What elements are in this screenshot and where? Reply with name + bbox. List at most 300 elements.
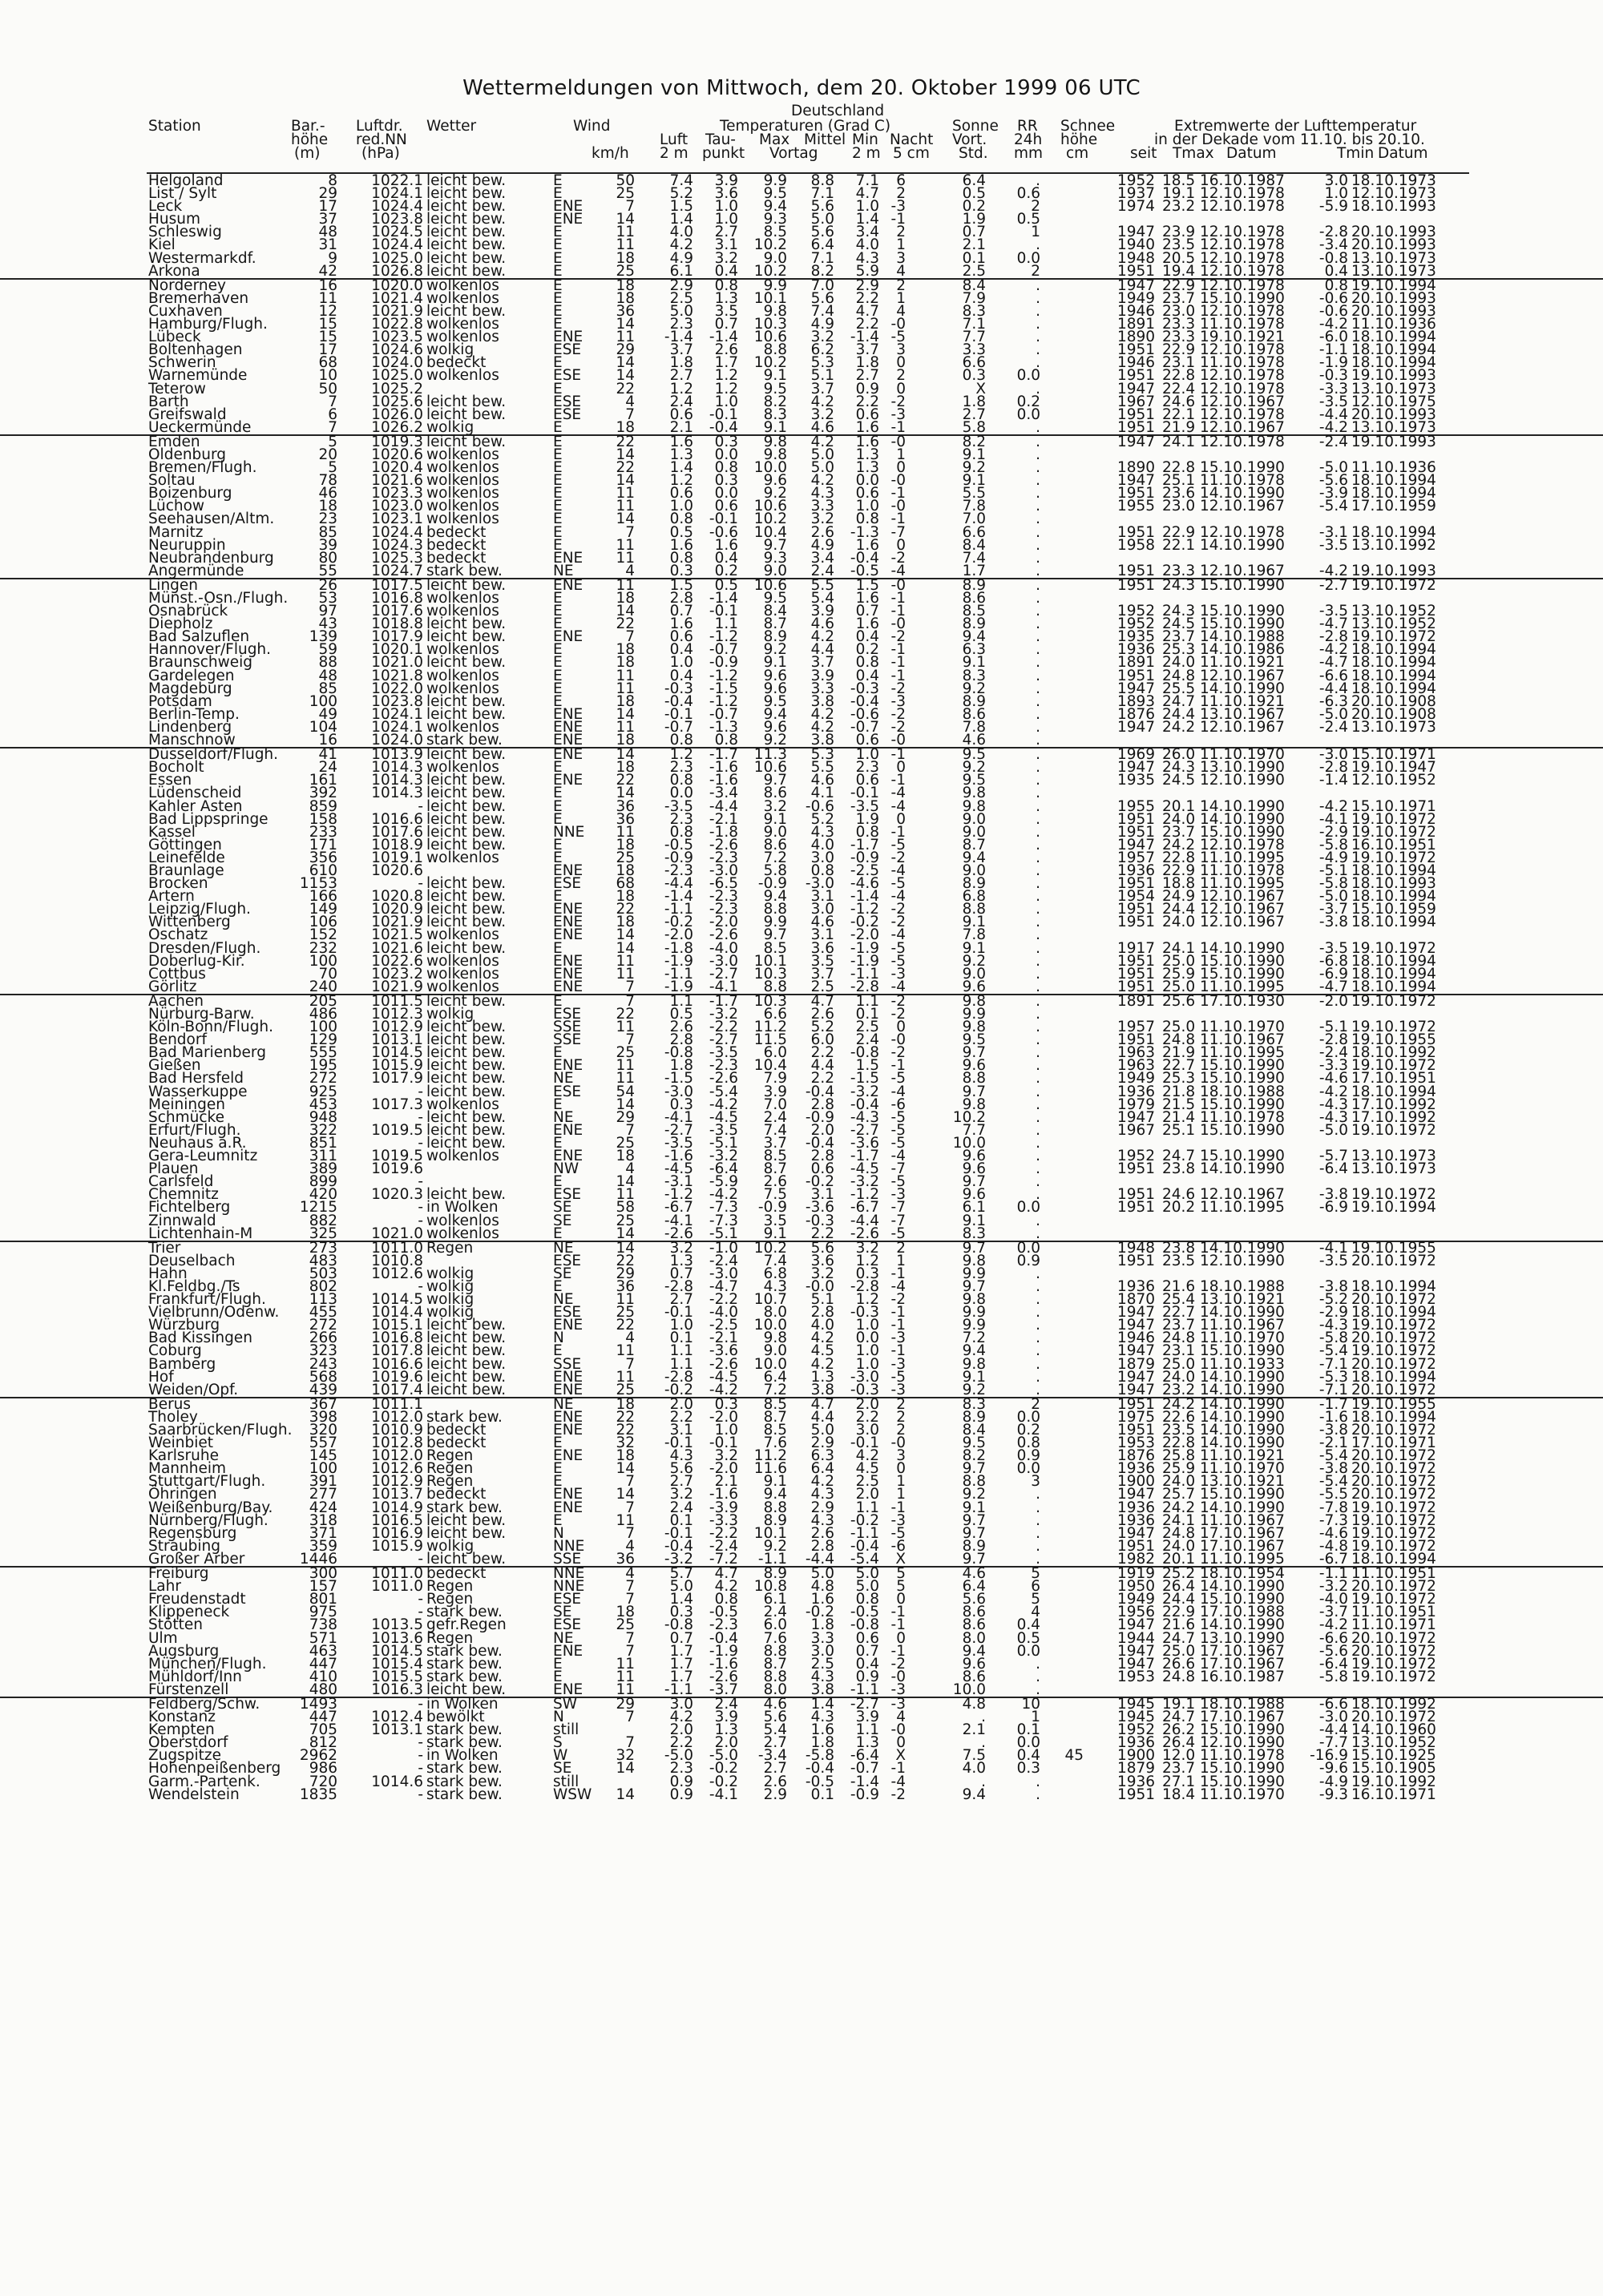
cell-tmin: -2.8 — [1318, 759, 1348, 777]
cell-tmax: 24.3 — [1162, 603, 1196, 620]
cell-luft-2m: -0.4 — [664, 692, 693, 710]
cell-tmax-datum: 12.10.1990 — [1200, 1252, 1285, 1269]
cell-nacht-5cm: -1 — [890, 1616, 906, 1634]
cell-taupunkt: -2.4 — [709, 1252, 738, 1269]
cell-luftdruck: - — [418, 1760, 423, 1777]
cell-barhoehe: 139 — [309, 628, 337, 646]
cell-station: Hohenpeißenberg — [148, 1760, 281, 1777]
cell-station: Zugspitze — [148, 1747, 222, 1765]
cell-max-vortag: 6.0 — [763, 1616, 787, 1634]
cell-barhoehe: 104 — [309, 718, 337, 736]
cell-nacht-5cm: -4 — [890, 862, 906, 879]
cell-station: Boizenburg — [148, 485, 232, 502]
cell-taupunkt: -0.1 — [709, 406, 738, 423]
cell-max-vortag: 9.2 — [763, 641, 787, 659]
cell-seit: 1951 — [1117, 978, 1156, 995]
cell-nacht-5cm: 2 — [896, 1395, 906, 1413]
cell-rr-24h: . — [1036, 562, 1040, 579]
cell-wind-speed: 7 — [625, 628, 635, 646]
cell-seit: 1900 — [1117, 1747, 1156, 1765]
cell-station: Braunschweig — [148, 654, 253, 672]
cell-tmin-datum: 16.10.1971 — [1351, 1786, 1436, 1803]
cell-tmax-datum: 11.10.1921 — [1200, 692, 1285, 710]
cell-luft-2m: -0.3 — [664, 680, 693, 697]
cell-max-vortag: 9.6 — [763, 718, 787, 736]
cell-tmax: 21.4 — [1162, 1108, 1196, 1126]
cell-tmax: 25.9 — [1162, 965, 1196, 983]
cell-luft-2m: -0.1 — [664, 1524, 693, 1542]
cell-tmin: -3.0 — [1318, 1709, 1348, 1726]
cell-max-vortag: 9.9 — [763, 172, 787, 189]
cell-min-2m: 1.0 — [855, 1317, 879, 1334]
cell-seit: 1948 — [1117, 1239, 1156, 1257]
cell-min-2m: 2.0 — [855, 1395, 879, 1413]
cell-max-vortag: 7.4 — [763, 1252, 787, 1269]
cell-station: Oberstdorf — [148, 1734, 228, 1752]
cell-tmax: 18.5 — [1162, 172, 1196, 189]
cell-tmin-datum: 20.10.1972 — [1351, 1473, 1436, 1491]
cell-max-vortag: 10.4 — [753, 523, 787, 541]
cell-tmin: 3.0 — [1324, 172, 1348, 189]
cell-tmax: 25.4 — [1162, 1291, 1196, 1309]
cell-wind-dir: ESE — [553, 393, 582, 410]
cell-max-vortag: 9.8 — [763, 446, 787, 463]
cell-barhoehe: 15 — [318, 329, 337, 346]
cell-wind-dir: E — [553, 939, 563, 957]
cell-luftdruck: 1017.6 — [371, 823, 423, 841]
cell-min-2m: -0.4 — [850, 1096, 879, 1113]
cell-min-2m: 1.0 — [855, 746, 879, 764]
cell-barhoehe: 80 — [318, 549, 337, 567]
cell-wind-dir: E — [553, 654, 563, 672]
cell-tmin: -5.0 — [1318, 888, 1348, 906]
cell-barhoehe: 812 — [309, 1734, 337, 1752]
cell-wind-speed: 18 — [616, 732, 635, 749]
cell-luft-2m: 3.1 — [669, 1422, 693, 1439]
cell-tmin: -5.9 — [1318, 198, 1348, 216]
cell-wind-dir: E — [553, 380, 563, 397]
cell-station: List / Sylt — [148, 185, 217, 203]
cell-max-vortag: 10.3 — [753, 316, 787, 333]
cell-tmax-datum: 15.10.1990 — [1200, 603, 1285, 620]
cell-nacht-5cm: 2 — [896, 276, 906, 294]
cell-mittel: 4.2 — [810, 1355, 834, 1373]
cell-luft-2m: 5.7 — [669, 1565, 693, 1583]
cell-wind-speed: 11 — [616, 1681, 635, 1698]
cell-seit: 1935 — [1117, 628, 1156, 646]
cell-sonne: 7.8 — [962, 926, 986, 944]
cell-tmin: -4.3 — [1318, 1317, 1348, 1334]
cell-sonne: 9.5 — [962, 1031, 986, 1049]
cell-mittel: 4.7 — [810, 1395, 834, 1413]
cell-tmax: 21.8 — [1162, 1083, 1196, 1100]
cell-sonne: 8.6 — [962, 705, 986, 723]
cell-station: Bad Hersfeld — [148, 1070, 244, 1087]
cell-max-vortag: 9.2 — [763, 485, 787, 502]
cell-barhoehe: 318 — [309, 1511, 337, 1529]
cell-sonne: 9.1 — [962, 1499, 986, 1516]
cell-luft-2m: 2.4 — [669, 1499, 693, 1516]
cell-min-2m: -0.3 — [850, 1304, 879, 1322]
cell-seit: 1951 — [1117, 667, 1156, 684]
cell-barhoehe: 158 — [309, 810, 337, 828]
cell-wind-dir: ENE — [553, 1317, 583, 1334]
cell-max-vortag: 11.2 — [753, 1447, 787, 1465]
cell-sonne: 7.8 — [962, 498, 986, 515]
cell-seit: 1947 — [1117, 718, 1156, 736]
cell-tmax: 23.2 — [1162, 1381, 1196, 1398]
cell-rr-24h: . — [1036, 523, 1040, 541]
cell-rr-24h: . — [1036, 1265, 1040, 1282]
cell-sonne: 8.9 — [962, 576, 986, 594]
cell-tmax-datum: 11.10.1970 — [1200, 1019, 1285, 1036]
cell-sonne: 8.8 — [962, 1473, 986, 1491]
cell-rr-24h: . — [1036, 1655, 1040, 1673]
cell-luftdruck: - — [418, 1695, 423, 1713]
cell-luftdruck: 1018.9 — [371, 836, 423, 853]
cell-sonne: 9.4 — [962, 849, 986, 866]
cell-taupunkt: -2.2 — [709, 1291, 738, 1309]
cell-sonne: 8.3 — [962, 1225, 986, 1242]
cell-luftdruck: 1020.4 — [371, 459, 423, 477]
header-deutschland: Deutschland — [791, 103, 885, 119]
cell-taupunkt: -2.3 — [709, 849, 738, 866]
cell-luftdruck: 1017.4 — [371, 1381, 423, 1398]
cell-barhoehe: 243 — [309, 1355, 337, 1373]
cell-luftdruck: 1024.1 — [371, 705, 423, 723]
cell-tmin-datum: 20.10.1993 — [1351, 224, 1436, 241]
cell-station: Kassel — [148, 823, 196, 841]
cell-luftdruck: 1021.9 — [371, 914, 423, 931]
cell-tmin: -4.9 — [1318, 1773, 1348, 1790]
cell-wind-speed: 11 — [616, 1186, 635, 1204]
cell-wind-dir: E — [553, 1473, 563, 1491]
cell-nacht-5cm: -0 — [890, 498, 906, 515]
cell-mittel: 5.3 — [810, 746, 834, 764]
cell-wind-speed: 18 — [616, 759, 635, 777]
cell-tmin: -5.1 — [1318, 1019, 1348, 1036]
cell-tmin: -5.8 — [1318, 836, 1348, 853]
station-group — [0, 278, 1603, 434]
cell-luftdruck: 1022.0 — [371, 680, 423, 697]
cell-mittel: 3.8 — [810, 1381, 834, 1398]
cell-max-vortag: 7.0 — [763, 1096, 787, 1113]
cell-rr-24h: . — [1036, 1368, 1040, 1386]
cell-tmin: -1.4 — [1318, 772, 1348, 789]
cell-max-vortag: -3.4 — [757, 1747, 787, 1765]
cell-luft-2m: 0.9 — [669, 1773, 693, 1790]
header-kmh: km/h — [592, 145, 629, 162]
cell-seit: 1951 — [1117, 562, 1156, 579]
cell-luftdruck: 1012.9 — [371, 1473, 423, 1491]
cell-tmax-datum: 12.10.1978 — [1200, 406, 1285, 423]
station-group — [0, 578, 1603, 747]
cell-tmax: 23.2 — [1162, 198, 1196, 216]
cell-max-vortag: 10.2 — [753, 262, 787, 280]
cell-tmax-datum: 14.10.1990 — [1200, 680, 1285, 697]
cell-rr-24h: . — [1036, 1148, 1040, 1165]
cell-max-vortag: 2.4 — [763, 1108, 787, 1126]
cell-seit: 1974 — [1117, 198, 1156, 216]
cell-taupunkt: 4.2 — [714, 1578, 738, 1596]
cell-wetter: leicht bew. — [426, 615, 507, 633]
cell-wind-speed: 7 — [625, 1642, 635, 1660]
cell-mittel: 4.2 — [810, 472, 834, 490]
cell-wind-dir: E — [553, 785, 563, 802]
cell-mittel: 0.8 — [810, 862, 834, 879]
cell-luftdruck: 1013.1 — [371, 1721, 423, 1739]
cell-seit: 1937 — [1117, 185, 1156, 203]
table-row — [0, 718, 1603, 736]
cell-taupunkt: 0.4 — [714, 549, 738, 567]
cell-min-2m: 0.9 — [855, 380, 879, 397]
cell-wind-dir: WSW — [553, 1786, 592, 1803]
cell-barhoehe: 37 — [318, 211, 337, 228]
cell-barhoehe: 23 — [318, 510, 337, 528]
cell-barhoehe: 85 — [318, 680, 337, 697]
cell-taupunkt: 2.1 — [714, 1473, 738, 1491]
cell-mittel: 4.2 — [810, 705, 834, 723]
cell-tmin-datum: 19.10.1955 — [1351, 1395, 1436, 1413]
cell-nacht-5cm: -2 — [890, 849, 906, 866]
cell-wetter: leicht bew. — [426, 1186, 507, 1204]
cell-min-2m: -1.9 — [850, 939, 879, 957]
cell-rr-24h: . — [1036, 1057, 1040, 1075]
cell-rr-24h: 0.5 — [1016, 211, 1040, 228]
cell-luft-2m: 1.4 — [669, 211, 693, 228]
cell-max-vortag: 10.6 — [753, 329, 787, 346]
cell-tmin-datum: 18.10.1994 — [1351, 680, 1436, 697]
cell-luft-2m: -6.7 — [664, 1199, 693, 1217]
cell-tmax: 25.6 — [1162, 992, 1196, 1010]
cell-wetter: leicht bew. — [426, 992, 507, 1010]
cell-tmax-datum: 12.10.1978 — [1200, 224, 1285, 241]
cell-min-2m: -3.5 — [850, 797, 879, 815]
cell-rr-24h: . — [1036, 1291, 1040, 1309]
cell-barhoehe: 100 — [309, 1019, 337, 1036]
cell-tmin: -4.6 — [1318, 1524, 1348, 1542]
cell-seit: 1951 — [1117, 1252, 1156, 1269]
cell-tmin: -4.0 — [1318, 1591, 1348, 1608]
cell-tmin: 0.8 — [1324, 276, 1348, 294]
cell-luft-2m: -4.1 — [664, 1212, 693, 1229]
cell-max-vortag: 8.0 — [763, 1304, 787, 1322]
cell-barhoehe: 46 — [318, 485, 337, 502]
cell-rr-24h: . — [1036, 1173, 1040, 1191]
cell-min-2m: 3.7 — [855, 341, 879, 359]
cell-tmax-datum: 11.10.1995 — [1200, 1199, 1285, 1217]
cell-taupunkt: -3.9 — [709, 1499, 738, 1516]
cell-wind-speed: 14 — [616, 1460, 635, 1478]
cell-tmin-datum: 11.10.1936 — [1351, 459, 1436, 477]
cell-mittel: 2.5 — [810, 978, 834, 995]
cell-tmin-datum: 11.10.1951 — [1351, 1565, 1436, 1583]
cell-luftdruck: 1022.1 — [371, 172, 423, 189]
table-row — [0, 1199, 1603, 1217]
cell-barhoehe: 8 — [328, 172, 337, 189]
cell-max-vortag: 2.6 — [763, 1773, 787, 1790]
cell-wind-speed: 11 — [616, 823, 635, 841]
cell-wetter: leicht bew. — [426, 1342, 507, 1360]
cell-rr-24h: . — [1036, 276, 1040, 294]
cell-tmax: 23.5 — [1162, 1422, 1196, 1439]
cell-taupunkt: 0.3 — [714, 433, 738, 450]
cell-wetter: leicht bew. — [426, 1134, 507, 1152]
cell-seit: 1945 — [1117, 1695, 1156, 1713]
cell-mittel: 3.3 — [810, 498, 834, 515]
cell-nacht-5cm: -1 — [890, 1304, 906, 1322]
cell-taupunkt: -1.6 — [709, 772, 738, 789]
cell-mittel: 4.4 — [810, 641, 834, 659]
cell-luft-2m: 6.1 — [669, 262, 693, 280]
cell-tmax-datum: 14.10.1990 — [1200, 1239, 1285, 1257]
cell-luftdruck: 1025.0 — [371, 367, 423, 385]
cell-max-vortag: 10.3 — [753, 992, 787, 1010]
cell-tmax: 22.1 — [1162, 406, 1196, 423]
cell-min-2m: -0.2 — [850, 1511, 879, 1529]
cell-barhoehe: 12 — [318, 302, 337, 320]
cell-wind-speed: 18 — [616, 641, 635, 659]
cell-nacht-5cm: 0 — [896, 810, 906, 828]
cell-seit: 1955 — [1117, 797, 1156, 815]
cell-wetter: Regen — [426, 1578, 474, 1596]
cell-tmin: -2.4 — [1318, 433, 1348, 450]
cell-rr-24h: . — [1036, 1031, 1040, 1049]
cell-wind-speed: 29 — [616, 1265, 635, 1282]
cell-barhoehe: 195 — [309, 1057, 337, 1075]
cell-max-vortag: 9.3 — [763, 211, 787, 228]
header-station: Station — [148, 118, 201, 135]
cell-barhoehe: 447 — [309, 1655, 337, 1673]
cell-wind-dir: E — [553, 1655, 563, 1673]
cell-station: Göttingen — [148, 836, 222, 853]
cell-mittel: 3.1 — [810, 888, 834, 906]
cell-tmin: -4.9 — [1318, 849, 1348, 866]
cell-tmin: -1.9 — [1318, 354, 1348, 372]
table-header — [0, 104, 1603, 172]
cell-seit: 1947 — [1117, 1655, 1156, 1673]
cell-tmin-datum: 19.10.1972 — [1351, 1524, 1436, 1542]
cell-max-vortag: 9.4 — [763, 1486, 787, 1503]
cell-mittel: 3.8 — [810, 732, 834, 749]
cell-tmax: 27.1 — [1162, 1773, 1196, 1790]
cell-wind-speed: 7 — [625, 1355, 635, 1373]
cell-nacht-5cm: -4 — [890, 797, 906, 815]
cell-wind-dir: ESE — [553, 367, 582, 385]
cell-wetter: in Wolken — [426, 1199, 499, 1217]
cell-min-2m: 1.0 — [855, 198, 879, 216]
cell-station: Tholey — [148, 1408, 198, 1426]
cell-tmax: 23.1 — [1162, 1342, 1196, 1360]
cell-wind-dir: ENE — [553, 1368, 583, 1386]
cell-rr-24h: 3 — [1031, 1473, 1040, 1491]
cell-luft-2m: -4.4 — [664, 875, 693, 893]
cell-wind-dir: NNE — [553, 1578, 585, 1596]
header-tau2: punkt — [702, 145, 745, 162]
cell-wetter: leicht bew. — [426, 1368, 507, 1386]
cell-luft-2m: 0.6 — [669, 485, 693, 502]
cell-luft-2m: 5.0 — [669, 1578, 693, 1596]
cell-seit: 1870 — [1117, 1291, 1156, 1309]
cell-wetter: Regen — [426, 1460, 474, 1478]
cell-seit: 1936 — [1117, 1773, 1156, 1790]
cell-rr-24h: . — [1036, 952, 1040, 970]
cell-wind-speed: 14 — [616, 316, 635, 333]
cell-max-vortag: 9.7 — [763, 926, 787, 944]
cell-mittel: 5.5 — [810, 576, 834, 594]
cell-rr-24h: . — [1036, 1550, 1040, 1568]
cell-wind-speed: 7 — [625, 992, 635, 1010]
cell-nacht-5cm: -5 — [890, 1225, 906, 1242]
cell-seit: 1936 — [1117, 862, 1156, 879]
cell-tmax-datum: 11.10.1995 — [1200, 1550, 1285, 1568]
header-wetter: Wetter — [426, 118, 477, 135]
cell-min-2m: -4.4 — [850, 1212, 879, 1229]
cell-wind-speed: 11 — [616, 498, 635, 515]
cell-mittel: 2.5 — [810, 1655, 834, 1673]
cell-luft-2m: -1.2 — [664, 1186, 693, 1204]
cell-barhoehe: 9 — [328, 249, 337, 267]
cell-taupunkt: 1.6 — [714, 536, 738, 554]
cell-station: Cuxhaven — [148, 302, 223, 320]
cell-rr-24h: . — [1036, 1134, 1040, 1152]
table-row — [0, 1381, 1603, 1398]
cell-tmin-datum: 11.10.1971 — [1351, 1616, 1436, 1634]
cell-tmin: -4.4 — [1318, 406, 1348, 423]
cell-tmin: -6.6 — [1318, 1629, 1348, 1647]
cell-rr-24h: . — [1036, 901, 1040, 918]
cell-min-2m: -3.0 — [850, 1368, 879, 1386]
cell-min-2m: -4.3 — [850, 1108, 879, 1126]
cell-barhoehe: 100 — [309, 952, 337, 970]
cell-wetter: wolkenlos — [426, 510, 499, 528]
table-row — [0, 1550, 1603, 1568]
cell-nacht-5cm: 5 — [896, 1565, 906, 1583]
cell-taupunkt: -1.0 — [709, 1239, 738, 1257]
cell-tmax: 25.0 — [1162, 952, 1196, 970]
cell-sonne: 9.4 — [962, 1342, 986, 1360]
cell-min-2m: 0.6 — [855, 485, 879, 502]
cell-mittel: 3.2 — [810, 510, 834, 528]
cell-tmin-datum: 15.10.1959 — [1351, 901, 1436, 918]
cell-max-vortag: 9.9 — [763, 914, 787, 931]
cell-tmax-datum: 12.10.1967 — [1200, 418, 1285, 436]
cell-tmax-datum: 15.10.1990 — [1200, 1096, 1285, 1113]
cell-taupunkt: -3.5 — [709, 1044, 738, 1062]
cell-barhoehe: 100 — [309, 692, 337, 710]
cell-luftdruck: 1019.6 — [371, 1368, 423, 1386]
cell-tmin-datum: 19.10.1972 — [1351, 628, 1436, 646]
cell-nacht-5cm: -3 — [890, 1330, 906, 1347]
cell-tmax: 22.1 — [1162, 536, 1196, 554]
cell-tmax: 23.3 — [1162, 562, 1196, 579]
cell-tmin-datum: 17.10.1951 — [1351, 1070, 1436, 1087]
cell-station: Arkona — [148, 262, 200, 280]
cell-tmax-datum: 12.10.1967 — [1200, 393, 1285, 410]
cell-mittel: 5.1 — [810, 1291, 834, 1309]
cell-taupunkt: -0.1 — [709, 510, 738, 528]
cell-luft-2m: 4.9 — [669, 249, 693, 267]
cell-wetter: wolkenlos — [426, 1212, 499, 1229]
cell-wind-speed: 11 — [616, 667, 635, 684]
cell-tmax-datum: 14.10.1990 — [1200, 1408, 1285, 1426]
cell-seit: 1958 — [1117, 536, 1156, 554]
cell-station: Regensburg — [148, 1524, 237, 1542]
cell-wind-speed: 25 — [616, 1212, 635, 1229]
cell-wind-speed: 14 — [616, 472, 635, 490]
cell-nacht-5cm: -1 — [890, 1342, 906, 1360]
cell-rr-24h: . — [1036, 603, 1040, 620]
